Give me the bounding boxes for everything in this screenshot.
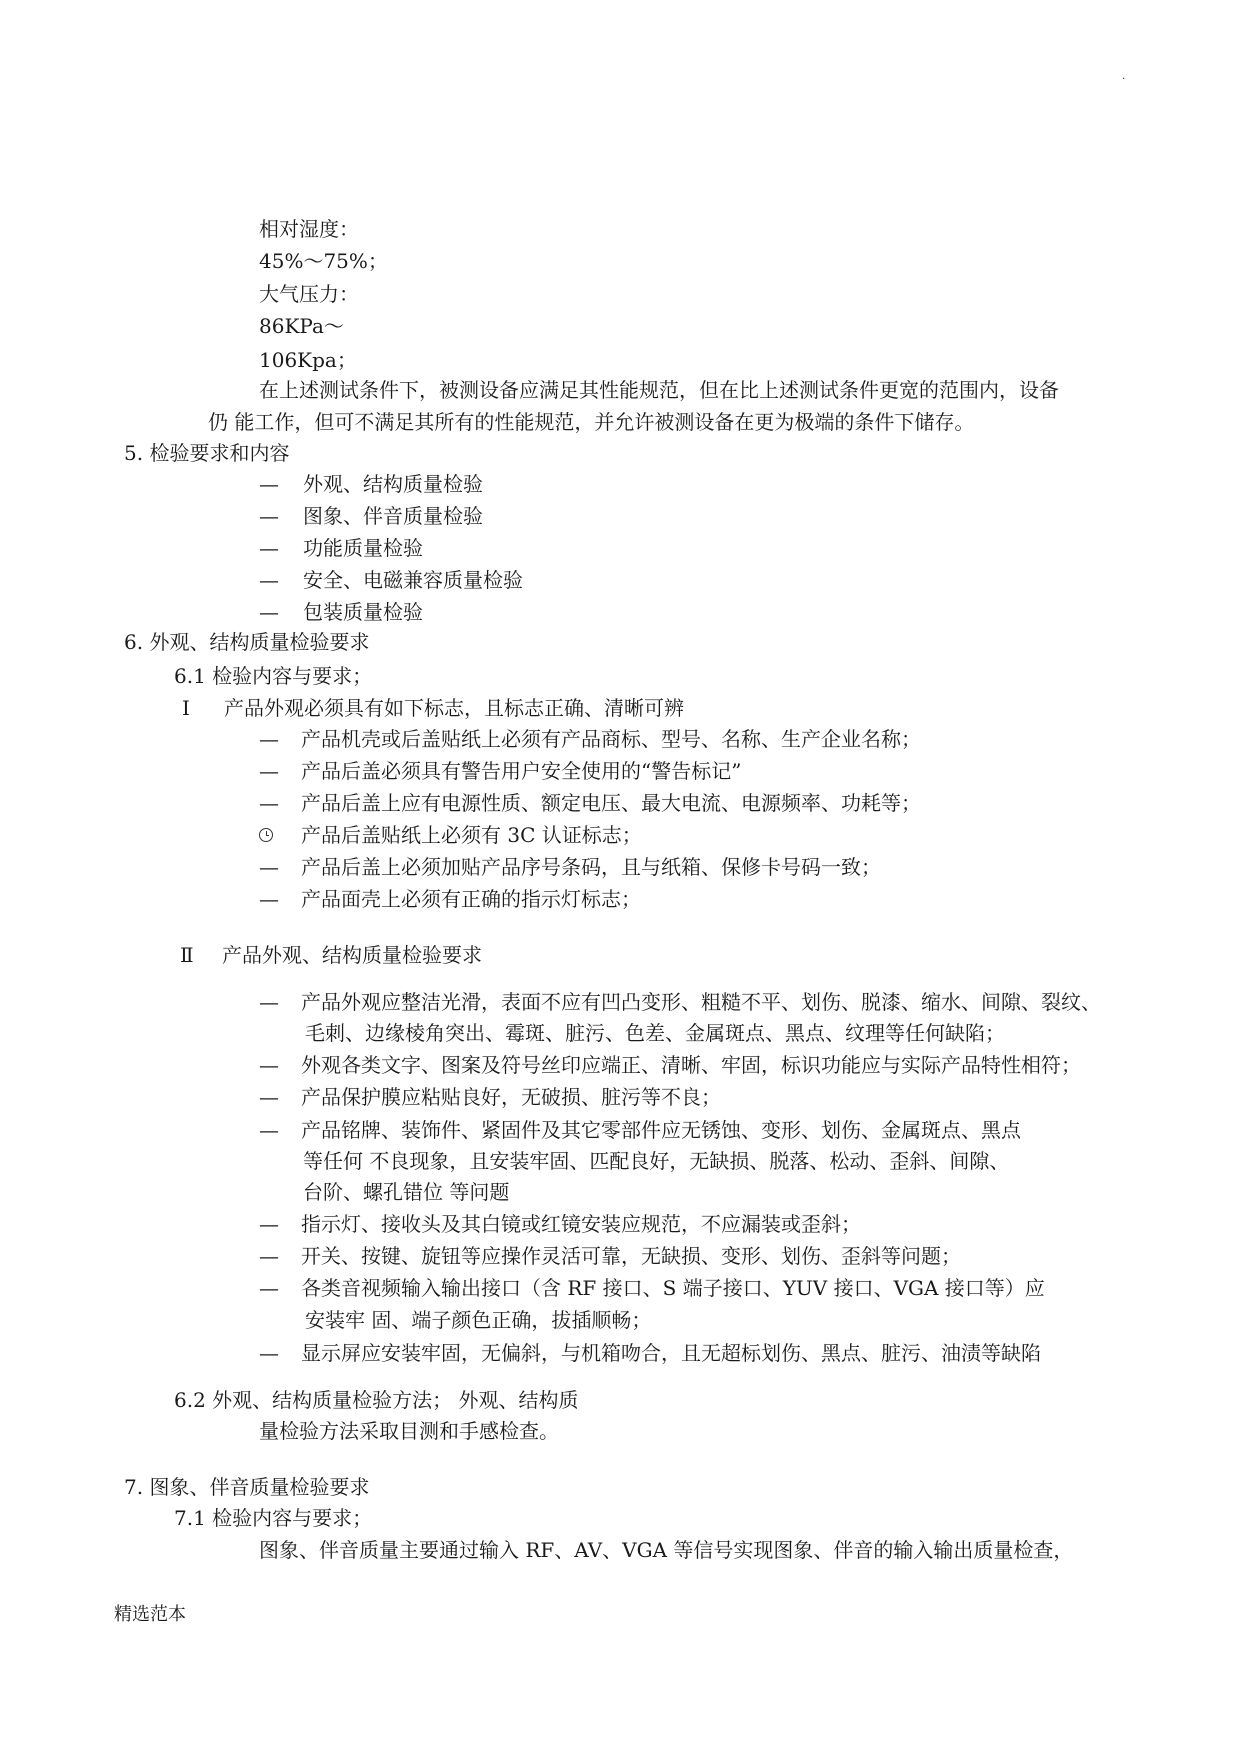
list-item: 安全、电磁兼容质量检验 xyxy=(303,568,523,592)
paragraph-line: 量检验方法采取目测和手感检查。 xyxy=(259,1419,559,1443)
list-dash: — xyxy=(259,472,279,496)
roman-numeral: Ⅱ xyxy=(180,943,194,967)
section-5-title: 5. 检验要求和内容 xyxy=(124,441,290,465)
list-item-continuation: 等任何 不良现象，且安装牢固、匹配良好，无缺损、脱落、松动、歪斜、间隙、 xyxy=(303,1149,1010,1173)
list-dash: — xyxy=(259,727,279,751)
clock-bullet xyxy=(259,822,273,848)
corner-mark: . xyxy=(1122,71,1126,82)
list-item: 产品后盖上应有电源性质、额定电压、最大电流、电源频率、功耗等； xyxy=(301,791,921,815)
subsection-heading: 产品外观必须具有如下标志，且标志正确、清晰可辨 xyxy=(224,696,684,720)
list-item: 显示屏应安装牢固，无偏斜，与机箱吻合，且无超标划伤、黑点、脏污、油渍等缺陷 xyxy=(301,1341,1041,1365)
list-item: 开关、按键、旋钮等应操作灵活可靠，无缺损、变形、划伤、歪斜等问题； xyxy=(301,1244,961,1268)
list-dash: — xyxy=(259,990,279,1014)
list-dash: — xyxy=(259,1085,279,1109)
humidity-label: 相对湿度： xyxy=(259,217,359,241)
list-dash: — xyxy=(259,1276,279,1300)
list-item: 产品面壳上必须有正确的指示灯标志； xyxy=(301,887,641,911)
list-item: 图象、伴音质量检验 xyxy=(303,504,483,528)
subsection-heading: 产品外观、结构质量检验要求 xyxy=(222,943,482,967)
list-item: 产品后盖上必须加贴产品序号条码，且与纸箱、保修卡号码一致； xyxy=(301,855,881,879)
list-dash: — xyxy=(259,1244,279,1268)
list-item: 功能质量检验 xyxy=(303,536,423,560)
footer-label: 精选范本 xyxy=(114,1604,186,1625)
list-dash: — xyxy=(259,1053,279,1077)
list-dash: — xyxy=(259,855,279,879)
list-dash: — xyxy=(259,568,279,592)
pressure-label: 大气压力： xyxy=(259,282,359,306)
clock-icon xyxy=(259,828,273,842)
list-dash: — xyxy=(259,1212,279,1236)
list-dash: — xyxy=(259,504,279,528)
list-item: 产品外观应整洁光滑，表面不应有凹凸变形、粗糙不平、划伤、脱漆、缩水、间隙、裂纹、 xyxy=(301,990,1101,1014)
list-dash: — xyxy=(259,791,279,815)
list-item: 产品保护膜应粘贴良好，无破损、脏污等不良； xyxy=(301,1085,721,1109)
list-item: 产品机壳或后盖贴纸上必须有产品商标、型号、名称、生产企业名称； xyxy=(301,727,921,751)
paragraph-line: 在上述测试条件下，被测设备应满足其性能规范，但在比上述测试条件更宽的范围内，设备 xyxy=(259,378,1059,402)
list-dash: — xyxy=(259,600,279,624)
list-item: 包装质量检验 xyxy=(303,600,423,624)
list-item: 外观各类文字、图案及符号丝印应端正、清晰、牢固，标识功能应与实际产品特性相符； xyxy=(301,1053,1081,1077)
section-6-2-title: 6.2 外观、结构质量检验方法； 外观、结构质 xyxy=(174,1388,579,1412)
roman-numeral: Ⅰ xyxy=(182,696,190,720)
list-dash: — xyxy=(259,1341,279,1365)
paragraph-line: 仍 能工作，但可不满足其所有的性能规范，并允许被测设备在更为极端的条件下储存。 xyxy=(208,410,975,434)
list-item-continuation: 毛刺、边缘棱角突出、霉斑、脏污、色差、金属斑点、黑点、纹理等任何缺陷； xyxy=(305,1021,1005,1045)
pressure-value-2: 106Kpa； xyxy=(259,348,357,372)
section-6-1-title: 6.1 检验内容与要求； xyxy=(174,664,373,688)
list-item: 产品后盖必须具有警告用户安全使用的“警告标记” xyxy=(301,759,742,783)
list-item-continuation: 安装牢 固、端子颜色正确，拔插顺畅； xyxy=(305,1308,652,1332)
humidity-value: 45%～75%； xyxy=(259,249,388,273)
section-7-title: 7. 图象、伴音质量检验要求 xyxy=(124,1475,370,1499)
paragraph-line: 图象、伴音质量主要通过输入 RF、AV、VGA 等信号实现图象、伴音的输入输出质量检查， xyxy=(259,1538,1074,1562)
list-item: 产品后盖贴纸上必须有 3C 认证标志； xyxy=(301,823,642,847)
list-item: 各类音视频输入输出接口（含 RF 接口、S 端子接口、YUV 接口、VGA 接口等）应 xyxy=(301,1276,1045,1300)
list-dash: — xyxy=(259,536,279,560)
pressure-value-1: 86KPa～ xyxy=(259,314,344,338)
list-item-continuation: 台阶、螺孔错位 等问题 xyxy=(303,1180,510,1204)
section-6-title: 6. 外观、结构质量检验要求 xyxy=(124,630,370,654)
list-item: 外观、结构质量检验 xyxy=(303,472,483,496)
list-item: 产品铭牌、装饰件、紧固件及其它零部件应无锈蚀、变形、划伤、金属斑点、黑点 xyxy=(301,1118,1021,1142)
list-dash: — xyxy=(259,759,279,783)
list-dash: — xyxy=(259,1118,279,1142)
list-item: 指示灯、接收头及其白镜或红镜安装应规范，不应漏装或歪斜； xyxy=(301,1212,861,1236)
section-7-1-title: 7.1 检验内容与要求； xyxy=(174,1506,373,1530)
list-dash: — xyxy=(259,887,279,911)
